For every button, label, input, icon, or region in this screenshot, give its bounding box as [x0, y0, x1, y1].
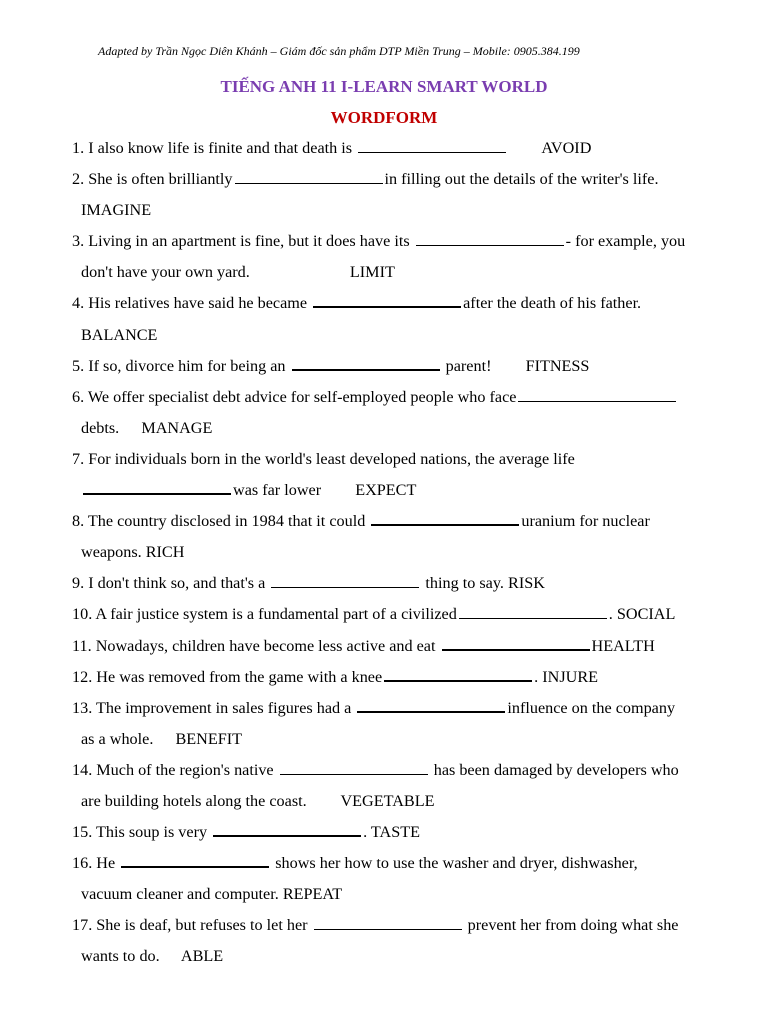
question-1: 1. I also know life is finite and that death is AVOID — [72, 139, 592, 157]
answer-blank-8[interactable] — [371, 523, 519, 526]
question-6-continued: debts. MANAGE — [81, 418, 213, 437]
answer-blank-11[interactable] — [442, 648, 590, 651]
document-credit: Adapted by Trần Ngọc Diên Khánh – Giám đốc sản phẩm DTP Miền Trung – Mobile: 0905.384.199 — [98, 44, 580, 58]
question-4: 4. His relatives have said he became after the death of his father. — [72, 294, 642, 313]
document-title: TIẾNG ANH 11 I-LEARN SMART WORLD — [220, 77, 548, 96]
question-14: 14. Much of the region's native has been damaged by developers who — [72, 760, 679, 779]
answer-blank-6[interactable] — [518, 400, 676, 402]
root-word-7: EXPECT — [355, 481, 417, 500]
answer-blank-17[interactable] — [314, 928, 462, 930]
question-3-continued: don't have your own yard. LIMIT — [81, 263, 395, 282]
question-12: 12. He was removed from the game with a knee . INJURE — [72, 667, 599, 686]
question-13-continued: as a whole. BENEFIT — [81, 729, 243, 748]
answer-blank-13[interactable] — [357, 710, 505, 713]
question-10: 10. A fair justice system is a fundamental part of a civilized . SOCIAL — [72, 605, 676, 624]
root-word-3: LIMIT — [349, 263, 395, 282]
question-9: 9. I don't think so, and that's a thing to say. RISK — [72, 574, 545, 593]
question-13: 13. The improvement in sales figures had a influence on the company — [72, 698, 676, 717]
root-word-13: BENEFIT — [175, 729, 243, 748]
question-14-continued: are building hotels along the coast. VEGETABLE — [81, 791, 435, 810]
question-2: 2. She is often brilliantly in filling out the details of the writer's life. — [72, 170, 659, 189]
question-list — [72, 133, 732, 973]
answer-blank-9[interactable] — [271, 586, 419, 588]
answer-blank-16[interactable] — [121, 865, 269, 868]
root-word-9: RISK — [508, 574, 545, 593]
question-17: 17. She is deaf, but refuses to let her prevent her from doing what she — [72, 916, 679, 935]
answer-blank-2[interactable] — [235, 182, 383, 184]
root-word-2: IMAGINE — [81, 201, 152, 220]
answer-blank-5[interactable] — [292, 368, 440, 371]
answer-blank-10[interactable] — [459, 617, 607, 619]
root-word-4: BALANCE — [81, 325, 158, 344]
question-11: 11. Nowadays, children have become less active and eat HEALTH — [72, 636, 655, 655]
root-word-14: VEGETABLE — [340, 791, 435, 810]
question-8-continued: weapons. RICH — [81, 543, 185, 562]
root-word-6: MANAGE — [141, 418, 213, 437]
root-word-17: ABLE — [180, 947, 224, 966]
answer-blank-7[interactable] — [83, 492, 231, 495]
answer-blank-15[interactable] — [213, 834, 361, 837]
root-word-11: HEALTH — [591, 636, 655, 655]
root-word-15: TASTE — [370, 823, 420, 842]
question-17-continued: wants to do. ABLE — [81, 947, 224, 966]
question-4-continued — [72, 320, 732, 351]
root-word-12: INJURE — [542, 667, 599, 686]
question-6: 6. We offer specialist debt advice for self-employed people who face — [72, 382, 732, 413]
root-word-10: SOCIAL — [616, 605, 676, 624]
question-16: 16. He shows her how to use the washer and dryer, dishwasher, — [72, 854, 638, 873]
question-2-continued — [72, 195, 732, 226]
question-5: 5. If so, divorce him for being an parent! FITNESS — [72, 356, 590, 375]
question-3: 3. Living in an apartment is fine, but it does have its - for example, you — [72, 232, 686, 251]
question-7: 7. For individuals born in the world's least developed nations, the average life — [72, 449, 575, 468]
root-word-5: FITNESS — [525, 356, 590, 375]
answer-blank-4[interactable] — [313, 305, 461, 308]
document-subtitle: WORDFORM — [330, 108, 438, 127]
question-15: 15. This soup is very . TASTE — [72, 823, 420, 842]
root-word-8: RICH — [145, 543, 185, 562]
root-word-16: REPEAT — [282, 885, 343, 904]
question-7-continued: was far lower EXPECT — [72, 475, 732, 506]
answer-blank-1[interactable] — [358, 151, 506, 153]
answer-blank-3[interactable] — [416, 244, 564, 246]
question-8: 8. The country disclosed in 1984 that it could uranium for nuclear — [72, 512, 650, 531]
answer-blank-12[interactable] — [384, 679, 532, 682]
question-16-continued: vacuum cleaner and computer. REPEAT — [81, 885, 343, 904]
root-word-1: AVOID — [541, 139, 592, 157]
answer-blank-14[interactable] — [280, 773, 428, 775]
